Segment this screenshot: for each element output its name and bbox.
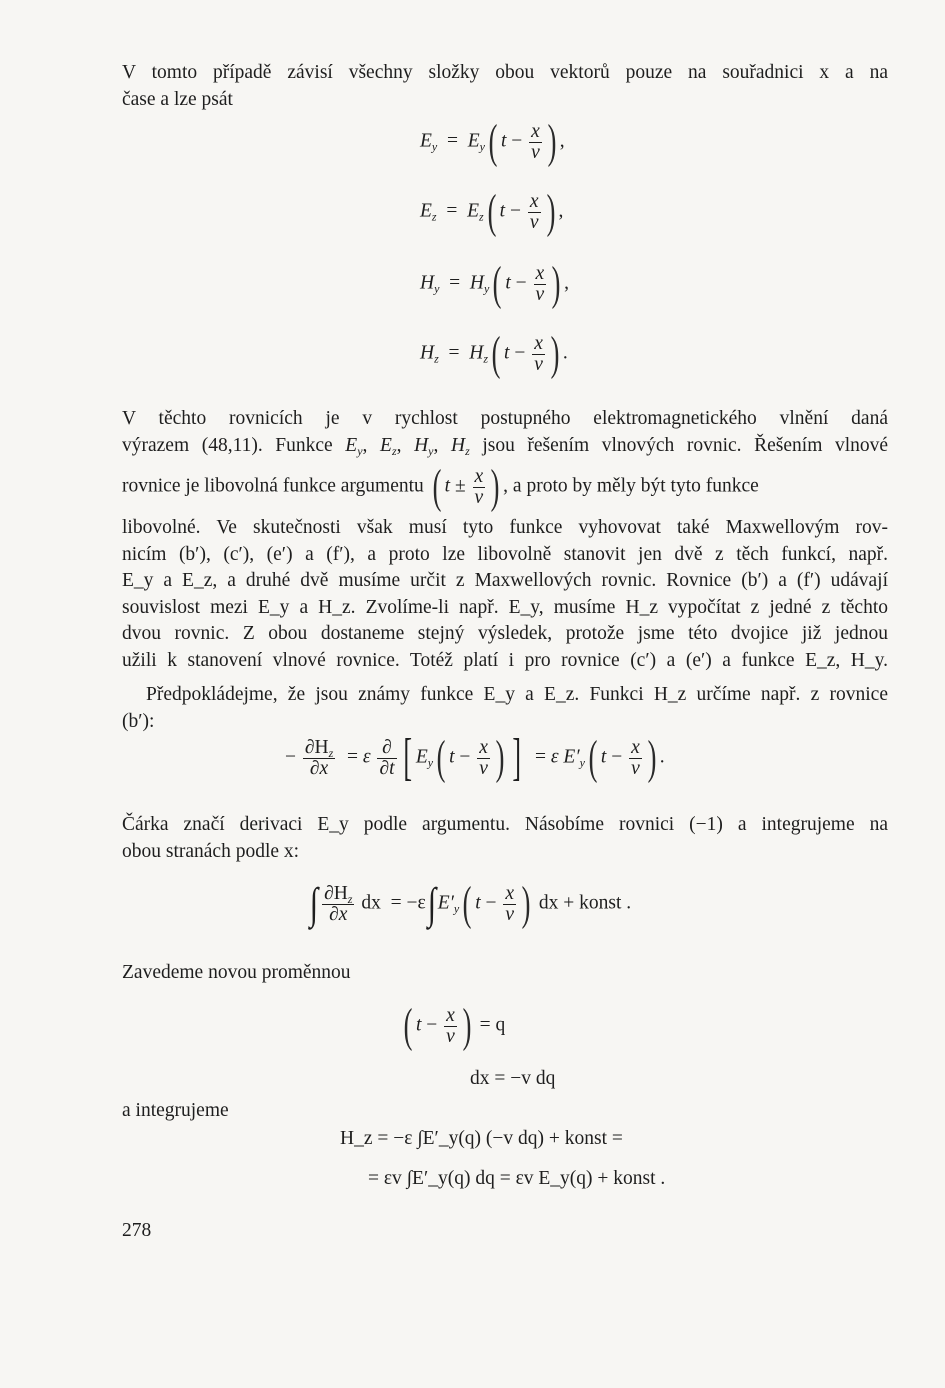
equation-differential: dx = −v dq	[470, 1068, 556, 1089]
text-line: výrazem (48,11). Funkce $E_y$, $E_z$, $H_y$, $H_z$ jsou řešením vlnových rovnic. Řešením vlnové	[122, 434, 889, 458]
text-line: V těchto rovnicích je v rychlost postupného elektromagnetického vlnění daná	[122, 408, 888, 429]
text-line: Zavedeme novou proměnnou	[122, 962, 351, 983]
equation-result-line1: H_z = −ε ∫E′_y(q) (−v dq) + konst =	[340, 1128, 623, 1149]
equation-hy: $H_y = H_y$( t − $\frac{x}{v}$ ) ,	[420, 257, 570, 310]
equation-substitution: ( t − $\frac{x}{v}$ ) = q	[403, 999, 506, 1052]
text-line: Čárka značí derivaci E_y podle argumentu. Násobíme rovnici (−1) a integrujeme na	[122, 814, 888, 835]
equation-ez: $E_z = E_z$( t − $\frac{x}{v}$ ) ,	[420, 185, 564, 238]
text-line: nicím (b′), (c′), (e′) a (f′), a proto lze libovolně stanovit jen dvě z těch funkcí, např.	[122, 543, 888, 565]
text-line: užili k stanovení vlnové rovnice. Totéž platí i pro rovnice (c′) a (e′) a funkce E_z, H_y.	[122, 649, 888, 671]
text-line: čase a lze psát	[122, 88, 233, 110]
equation-result-line2: = εv ∫E′_y(q) dq = εv E_y(q) + konst .	[368, 1168, 666, 1189]
text-line: V tomto případě závisí všechny složky obou vektorů pouze na souřadnici x a na	[122, 62, 888, 83]
paragraph-integrate	[122, 1098, 888, 1125]
text-line: souvislost mezi E_y a H_z. Zvolíme-li např. E_y, musíme H_z vypočítat z jedné z těchto	[122, 596, 888, 618]
equation-derivative: − $\frac{\partial H_z}{\partial x}$ = ε $\frac{\partial}{\partial t}$ [ $E_y$( t − $\frac{x}{v}$ ) ] = ε $E'_y$( t − $\frac{x}{v}$ ) .	[285, 729, 665, 786]
equation-hz: $H_z = H_z$( t − $\frac{x}{v}$ ) .	[420, 327, 568, 380]
text-line: libovolné. Ve skutečnosti však musí tyto funkce vyhovovat také Maxwellovým rov-	[122, 517, 888, 538]
text-line: obou stranách podle x:	[122, 840, 300, 862]
equation-ey: $E_y = E_y$( t − $\frac{x}{v}$ ) ,	[420, 115, 565, 168]
paragraph-integration	[122, 812, 888, 865]
text-line: Předpokládejme, že jsou známy funkce E_y a E_z. Funkci H_z určíme např. z rovnice	[146, 684, 888, 705]
equation-integral: ∫ $\frac{\partial H_z}{\partial x}$ dx = $-\varepsilon\int E'_y$( t − $\frac{x}{v}$ ) dx + konst .	[309, 877, 632, 930]
page-number: 278	[122, 1220, 152, 1241]
paragraph-wave-solutions	[122, 406, 888, 674]
paragraph-assumption	[122, 682, 888, 735]
text-line: rovnice je libovolná funkce argumentu ( t ± $\frac{x}{v}$ ) , a proto by měly být tyto funkce	[122, 460, 759, 513]
paragraph-substitution	[122, 960, 888, 987]
text-line: E_y a E_z, a druhé dvě musíme určit z Maxwellových rovnic. Rovnice (b′) a (f′) udávají	[122, 570, 888, 591]
text-line: (b′):	[122, 710, 155, 732]
text-line: a integrujeme	[122, 1100, 229, 1121]
paragraph-intro	[122, 60, 888, 113]
text-line: dvou rovnic. Z obou dostaneme stejný výsledek, protože jsme této dvojice již jednou	[122, 623, 888, 644]
